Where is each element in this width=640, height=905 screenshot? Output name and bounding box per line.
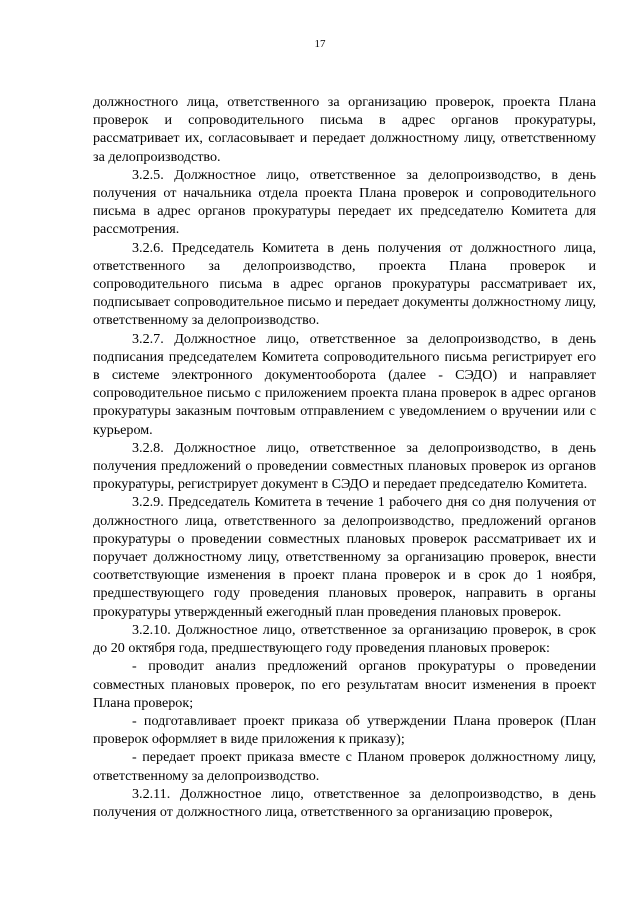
list-item-draft-order: - подготавливает проект приказа об утверждении Плана проверок (План проверок оформляет в виде приложения к приказу); bbox=[93, 712, 596, 748]
list-item-analysis: - проводит анализ предложений органов прокуратуры о проведении совместных плановых проверок, по его результатам вносит изменения в проект Плана проверок; bbox=[93, 658, 596, 711]
paragraph-3-2-9: 3.2.9. Председатель Комитета в течение 1 рабочего дня со дня получения от должностного лица, ответственного за делопроизводство, предложений органов прокуратуры о проведении совместных плановых проверок рассматривает их и поручает должностному лицу, ответственному за организацию проверок, внести соответствующие изменения в проект плана проверок и в срок до 1 ноября, предшествующего году проведения плановых проверок, направить в органы прокуратуры утвержденный ежегодный план проведения плановых проверок. bbox=[93, 494, 596, 620]
list-item-transfer: - передает проект приказа вместе с Планом проверок должностному лицу, ответственному за делопроизводство. bbox=[93, 749, 596, 784]
paragraph-3-2-11: 3.2.11. Должностное лицо, ответственное за делопроизводство, в день получения от должностного лица, ответственного за организацию проверок, bbox=[93, 785, 596, 820]
page-number: 17 bbox=[314, 38, 326, 50]
document-body bbox=[93, 93, 596, 821]
paragraph-3-2-10: 3.2.10. Должностное лицо, ответственное за организацию проверок, в срок до 20 октября года, предшествующего году проведения плановых проверок: bbox=[93, 621, 596, 657]
paragraph-3-2-8: 3.2.8. Должностное лицо, ответственное за делопроизводство, в день получения предложений о проведении совместных плановых проверок из органов прокуратуры, регистрирует документ в СЭДО и передает председателю Комитета. bbox=[93, 439, 596, 493]
paragraph-continuation: должностного лица, ответственного за организацию проверок, проекта Плана проверок и сопроводительного письма в адрес органов прокуратуры, рассматривает их, согласовывает и передает должностному лицу, ответственному за делопроизводство. bbox=[93, 94, 596, 165]
paragraph-3-2-5: 3.2.5. Должностное лицо, ответственное за делопроизводство, в день получения от начальника отдела проекта Плана проверок и сопроводительного письма в адрес органов прокуратуры передает их председателю Комитета для рассмотрения. bbox=[93, 166, 596, 238]
paragraph-3-2-6: 3.2.6. Председатель Комитета в день получения от должностного лица, ответственного за делопроизводство, проекта Плана проверок и сопроводительного письма в адрес органов прокуратуры рассматривает их, подписывает сопроводительное письмо и передает документы должностному лицу, ответственному за делопроизводство. bbox=[93, 239, 596, 329]
paragraph-3-2-7: 3.2.7. Должностное лицо, ответственное за делопроизводство, в день подписания председателем Комитета сопроводительного письма регистрирует его в системе электронного документооборота (далее - СЭДО) и направляет сопроводительное письмо с приложением проекта плана проверок в адрес органов прокуратуры заказным почтовым отправлением с уведомлением о вручении или с курьером. bbox=[93, 330, 596, 438]
